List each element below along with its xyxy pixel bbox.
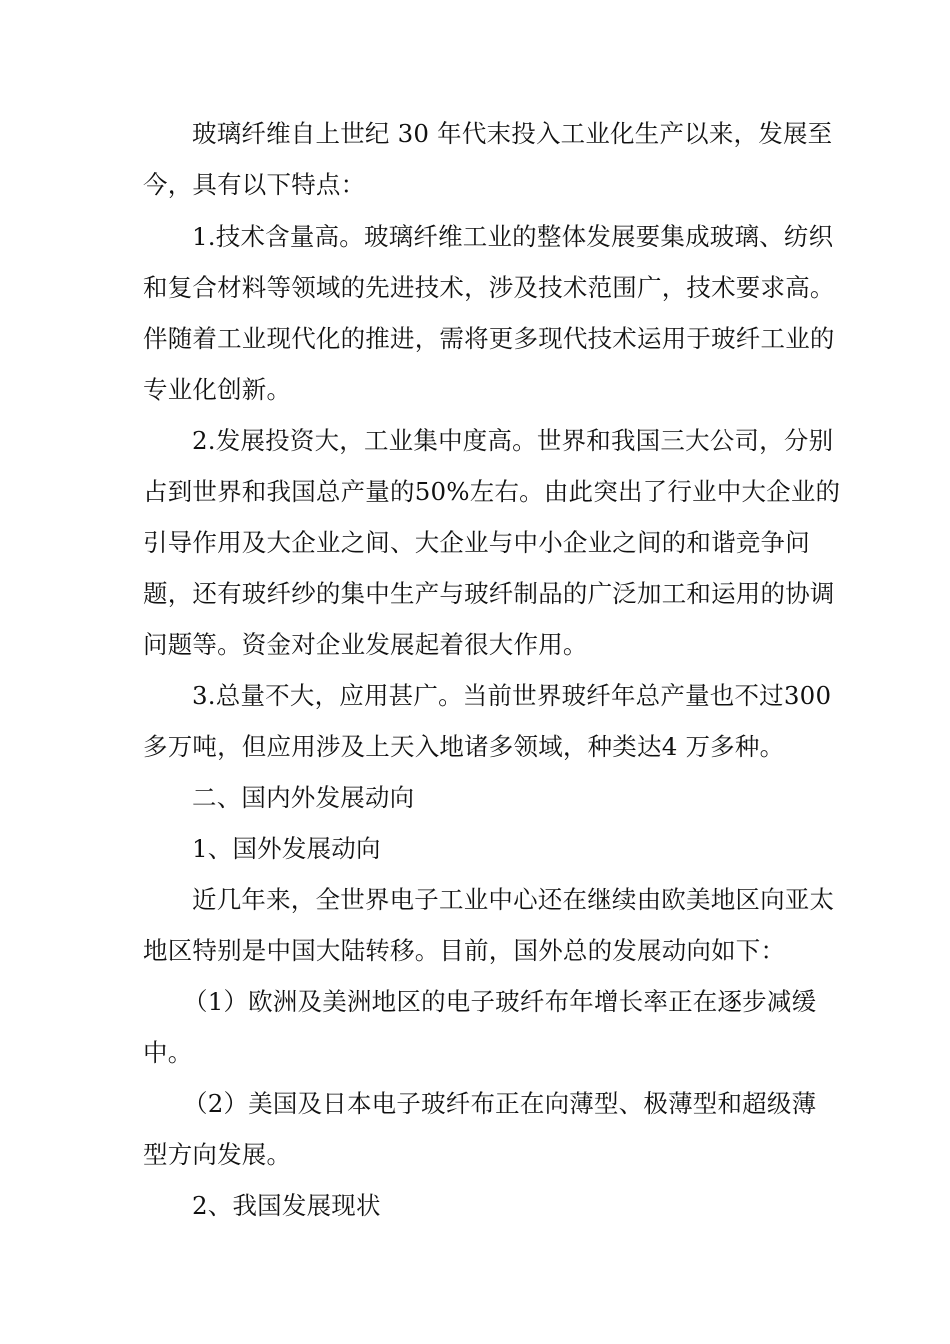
foreign-trend-line-1: 近几年来，全世界电子工业中心还在继续由欧美地区向亚太 [192, 885, 835, 914]
feature-2-line-3: 引导作用及大企业之间、大企业与中小企业之间的和谐竞争问 [143, 528, 810, 557]
trend-item-2-line-2: 型方向发展。 [143, 1140, 292, 1169]
subsection-heading-2-1: 1、国外发展动向 [192, 834, 381, 863]
foreign-trend-line-2: 地区特别是中国大陆转移。目前，国外总的发展动向如下： [143, 936, 786, 965]
paragraph-intro-line-1: 玻璃纤维自上世纪 30 年代末投入工业化生产以来，发展至 [192, 119, 833, 148]
feature-2-line-4: 题，还有玻纤纱的集中生产与玻纤制品的广泛加工和运用的协调 [143, 579, 835, 608]
trend-item-1-line-2: 中。 [143, 1038, 193, 1067]
feature-1-line-4: 专业化创新。 [143, 375, 292, 404]
feature-2-line-1: 2.发展投资大，工业集中度高。世界和我国三大公司，分别 [192, 426, 834, 455]
trend-item-2-line-1: （2）美国及日本电子玻纤布正在向薄型、极薄型和超级薄 [183, 1089, 817, 1118]
subsection-heading-2-2: 2、我国发展现状 [192, 1191, 381, 1220]
trend-item-1-line-1: （1）欧洲及美洲地区的电子玻纤布年增长率正在逐步减缓 [183, 987, 817, 1016]
feature-1-line-2: 和复合材料等领域的先进技术，涉及技术范围广，技术要求高。 [143, 273, 835, 302]
feature-1-line-3: 伴随着工业现代化的推进，需将更多现代技术运用于玻纤工业的 [143, 324, 835, 353]
section-heading-2: 二、国内外发展动向 [192, 783, 415, 812]
feature-1-line-1: 1.技术含量高。玻璃纤维工业的整体发展要集成玻璃、纺织 [192, 222, 834, 251]
feature-3-line-2: 多万吨，但应用涉及上天入地诸多领域，种类达4 万多种。 [143, 732, 785, 761]
feature-2-line-2: 占到世界和我国总产量的50%左右。由此突出了行业中大企业的 [143, 477, 841, 506]
paragraph-intro-line-2: 今，具有以下特点： [143, 170, 366, 199]
feature-2-line-5: 问题等。资金对企业发展起着很大作用。 [143, 630, 588, 659]
feature-3-line-1: 3.总量不大，应用甚广。当前世界玻纤年总产量也不过300 [192, 681, 832, 710]
